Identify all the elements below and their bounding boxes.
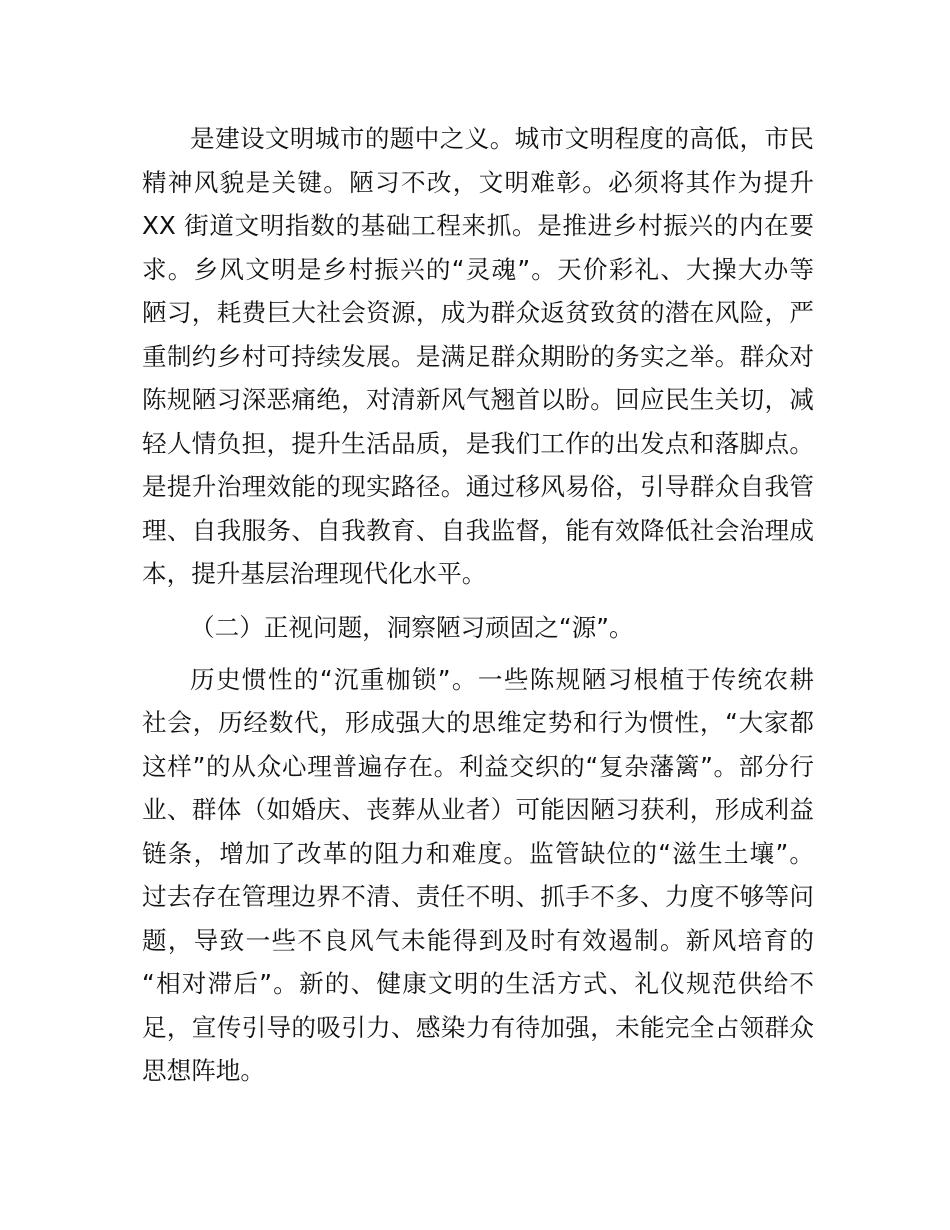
paragraph-line: 思想阵地。 — [142, 1056, 265, 1085]
paragraph-line: 求。乡风文明是乡村振兴的“灵魂”。天价彩礼、大操大办等 — [142, 255, 814, 284]
paragraph-line: 是提升治理效能的现实路径。通过移风易俗，引导群众自我管 — [142, 472, 814, 501]
paragraph-line: XX 街道文明指数的基础工程来抓。是推进乡村振兴的内在要 — [142, 211, 814, 240]
paragraph-line: 理、自我服务、自我教育、自我监督，能有效降低社会治理成 — [142, 516, 814, 545]
paragraph-line: 社会，历经数代，形成强大的思维定势和行为惯性，“大家都 — [142, 708, 814, 737]
paragraph-line: 是建设文明城市的题中之义。城市文明程度的高低，市民 — [190, 124, 814, 153]
section-heading: （二）正视问题，洞察陋习顽固之“源”。 — [190, 613, 634, 642]
paragraph-line: 链条，增加了改革的阻力和难度。监管缺位的“滋生土壤”。 — [142, 839, 814, 868]
paragraph-line: 精神风貌是关键。陋习不改，文明难彰。必须将其作为提升 — [142, 168, 814, 197]
paragraph-line: 题，导致一些不良风气未能得到及时有效遏制。新风培育的 — [142, 926, 814, 955]
paragraph-line: 过去存在管理边界不清、责任不明、抓手不多、力度不够等问 — [142, 882, 814, 911]
paragraph-line: 业、群体（如婚庆、丧葬从业者）可能因陋习获利，形成利益 — [142, 795, 814, 824]
paragraph-line: 历史惯性的“沉重枷锁”。一些陈规陋习根植于传统农耕 — [190, 665, 814, 694]
paragraph-line: 重制约乡村可持续发展。是满足群众期盼的务实之举。群众对 — [142, 342, 814, 371]
paragraph-line: 陈规陋习深恶痛绝，对清新风气翘首以盼。回应民生关切，减 — [142, 385, 814, 414]
paragraph-line: 足，宣传引导的吸引力、感染力有待加强，未能完全占领群众 — [142, 1013, 814, 1042]
paragraph-line: 陋习，耗费巨大社会资源，成为群众返贫致贫的潜在风险，严 — [142, 298, 814, 327]
paragraph-line: “相对滞后”。新的、健康文明的生活方式、礼仪规范供给不 — [142, 969, 814, 998]
paragraph-line: 本，提升基层治理现代化水平。 — [142, 559, 487, 588]
paragraph-line: 轻人情负担，提升生活品质，是我们工作的出发点和落脚点。 — [142, 429, 814, 458]
paragraph-line: 这样”的从众心理普遍存在。利益交织的“复杂藩篱”。部分行 — [142, 752, 814, 781]
